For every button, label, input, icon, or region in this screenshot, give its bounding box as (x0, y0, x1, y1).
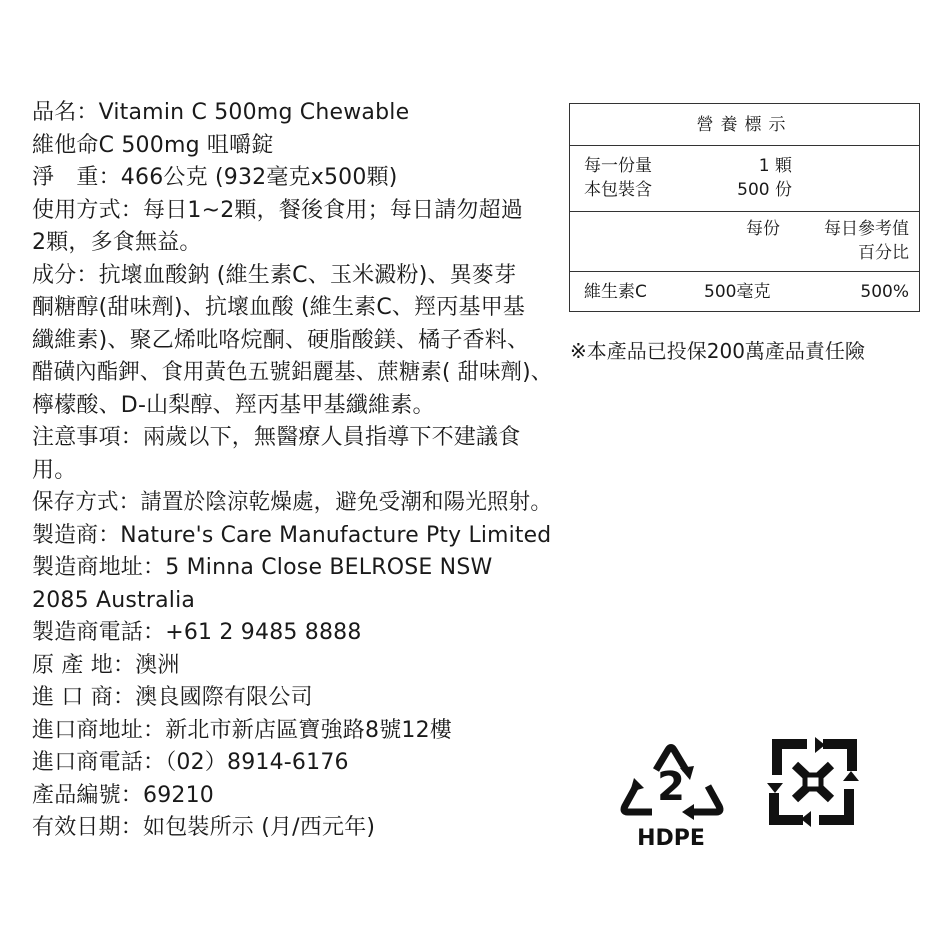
serving-value: 1 顆 (758, 156, 792, 176)
hdpe-number: 2 (657, 764, 685, 810)
product-info-line: 用。 (32, 457, 77, 483)
product-info-line: 產品編號：69210 (32, 782, 214, 808)
nutrient-pct: 500% (860, 282, 909, 302)
insurance-note: ※本產品已投保200萬產品責任險 (570, 339, 865, 363)
product-info-line: 酮糖醇(甜味劑)、抗壞血酸 (維生素C、羥丙基甲基 (32, 295, 526, 320)
product-info-line: 2顆，多食無益。 (32, 230, 202, 255)
product-info-line: 製造商：Nature's Care Manufacture Pty Limited (32, 522, 552, 548)
product-info-line: 有效日期：如包裝所示 (月/西元年) (32, 815, 376, 840)
col-daily-pct-line1: 每日參考值 (824, 219, 909, 239)
nutrition-title: 營養標示 (570, 104, 919, 146)
product-info-line: 品名：Vitamin C 500mg Chewable (32, 100, 410, 125)
hdpe-label: HDPE (637, 826, 705, 850)
nutrient-amount: 500毫克 (704, 282, 771, 302)
product-info-line: 檸檬酸、D-山梨醇、羥丙基甲基纖維素。 (32, 392, 435, 418)
product-info-line: 進口商地址：新北市新店區寶強路8號12樓 (32, 717, 452, 743)
resin-code-2-icon (616, 726, 726, 850)
product-info-line: 成分：抗壞血酸鈉 (維生素C、玉米澱粉)、異麥芽 (32, 262, 517, 288)
nutrition-vitamin-c-row (570, 272, 919, 312)
taiwan-recycle-icon (767, 737, 859, 827)
product-info-line: 維他命C 500mg 咀嚼錠 (32, 132, 274, 158)
nutrition-table (569, 103, 920, 312)
col-daily-pct-line2: 百分比 (858, 243, 909, 263)
package-value: 500 份 (737, 180, 792, 200)
product-info-line: 注意事項：兩歲以下，無醫療人員指導下不建議食 (32, 425, 521, 450)
product-info-line: 原 產 地：澳洲 (32, 652, 180, 678)
product-info-line: 淨 重：466公克 (932毫克x500顆) (32, 165, 398, 190)
product-info (32, 97, 552, 845)
product-info-line: 保存方式：請置於陰涼乾燥處，避免受潮和陽光照射。 (32, 490, 553, 515)
nutrient-name: 維生素C (584, 282, 647, 302)
product-info-line: 進 口 商：澳良國際有限公司 (32, 685, 313, 710)
product-info-line: 醋磺內酯鉀、食用黃色五號鋁麗基、蔗糖素( 甜味劑)、 (32, 360, 553, 385)
product-info-line: 2085 Australia (32, 587, 196, 613)
package-label: 本包裝含 (584, 180, 652, 200)
col-per-serving: 每份 (746, 219, 780, 239)
serving-label: 每一份量 (584, 156, 652, 176)
product-info-line: 使用方式：每日1~2顆，餐後食用；每日請勿超過 (32, 197, 524, 223)
product-info-line: 進口商電話：（02）8914-6176 (32, 750, 349, 775)
product-info-line: 製造商電話：+61 2 9485 8888 (32, 620, 362, 645)
nutrition-serving-row (570, 146, 919, 212)
nutrition-column-header (570, 212, 919, 272)
product-info-line: 製造商地址：5 Minna Close BELROSE NSW (32, 555, 493, 580)
product-info-line: 纖維素)、聚乙烯吡咯烷酮、硬脂酸鎂、橘子香料、 (32, 327, 530, 353)
